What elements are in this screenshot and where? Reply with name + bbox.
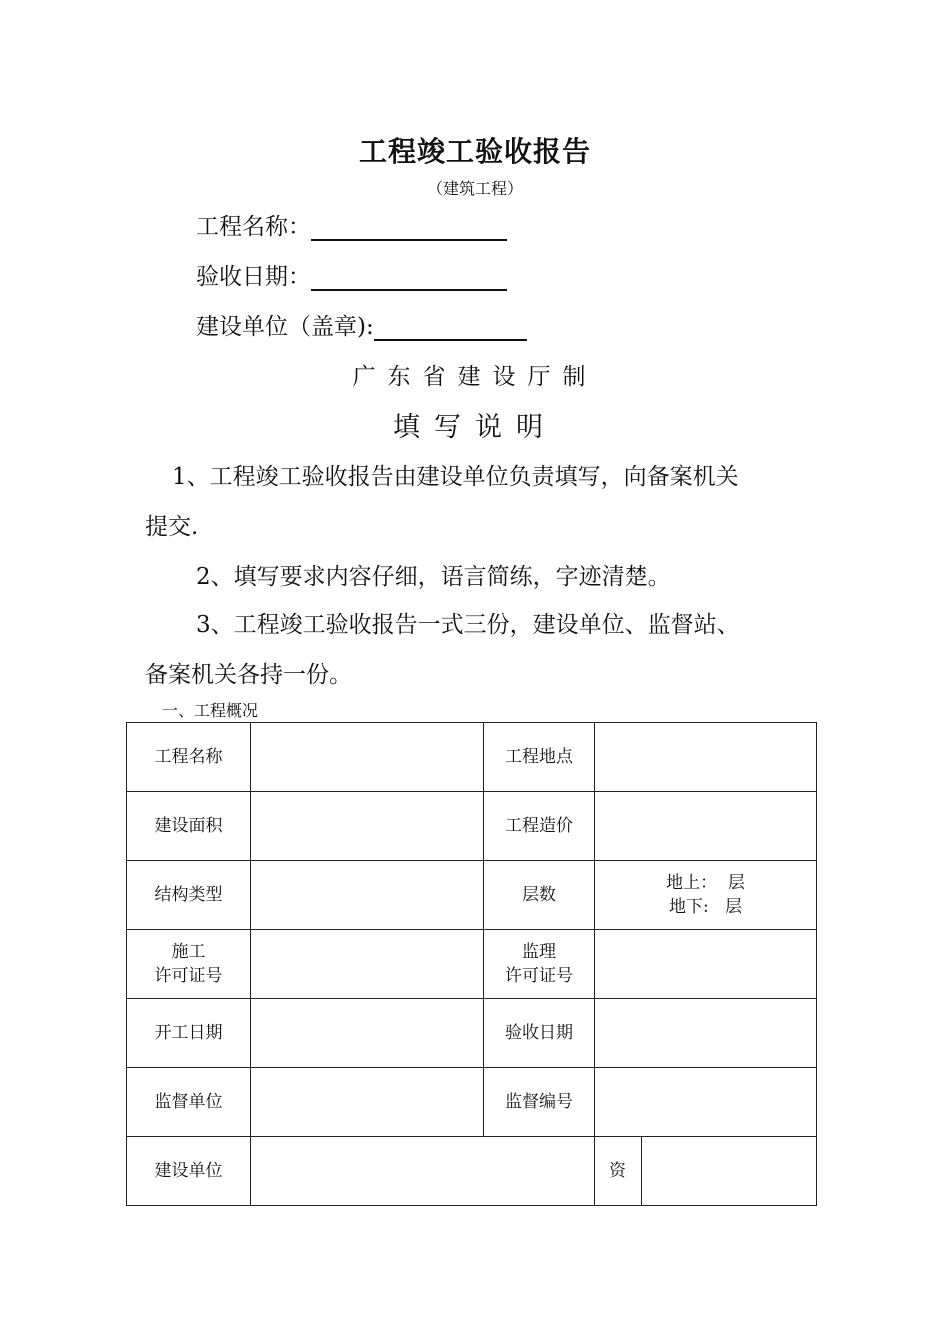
acceptance-date-field bbox=[196, 258, 507, 291]
note-item-3-line-2: 备案机关各持一份。 bbox=[145, 662, 352, 688]
floors-cell[interactable] bbox=[595, 861, 817, 930]
supervising-unit-cell[interactable] bbox=[251, 1068, 484, 1137]
qualification-cell[interactable] bbox=[642, 1137, 817, 1206]
notes-title: 填写说明 bbox=[393, 412, 557, 443]
supervising-unit-header: 监督单位 bbox=[127, 1068, 251, 1137]
supervision-permit-header bbox=[484, 930, 595, 999]
qualification-header: 资 bbox=[595, 1137, 642, 1206]
acceptance-date-label: 验收日期： bbox=[196, 264, 311, 290]
table-row bbox=[127, 792, 817, 861]
builder-label: 建设单位（盖章): bbox=[196, 314, 374, 340]
table-row bbox=[127, 1068, 817, 1137]
project-overview-table bbox=[126, 722, 817, 1206]
project-name-header: 工程名称 bbox=[127, 723, 251, 792]
building-area-header: 建设面积 bbox=[127, 792, 251, 861]
building-area-cell[interactable] bbox=[251, 792, 484, 861]
table-row bbox=[127, 999, 817, 1068]
floors-above: 地上： 层 bbox=[666, 873, 745, 893]
note-item-3-line-1: 3、工程竣工验收报告一式三份，建设单位、监督站、 bbox=[196, 612, 740, 638]
construction-permit-line-1: 施工 bbox=[171, 942, 206, 962]
table-row bbox=[127, 1137, 817, 1206]
table-row bbox=[127, 861, 817, 930]
structure-type-cell[interactable] bbox=[251, 861, 484, 930]
start-date-cell[interactable] bbox=[251, 999, 484, 1068]
construction-permit-cell[interactable] bbox=[251, 930, 484, 999]
section-title: 一、工程概况 bbox=[162, 701, 259, 720]
project-cost-header: 工程造价 bbox=[484, 792, 595, 861]
issuer: 广东省建设厅制 bbox=[352, 364, 598, 390]
acceptance-date-blank[interactable] bbox=[311, 263, 507, 291]
supervision-number-header: 监督编号 bbox=[484, 1068, 595, 1137]
construction-permit-line-2: 许可证号 bbox=[154, 966, 223, 986]
project-name-label: 工程名称： bbox=[196, 214, 311, 240]
project-cost-cell[interactable] bbox=[595, 792, 817, 861]
supervision-permit-line-1: 监理 bbox=[522, 942, 556, 962]
supervision-permit-cell[interactable] bbox=[595, 930, 817, 999]
builder-blank[interactable] bbox=[374, 313, 527, 341]
project-name-cell[interactable] bbox=[251, 723, 484, 792]
project-name-blank[interactable] bbox=[311, 213, 507, 241]
document-subtitle: （建筑工程） bbox=[426, 179, 523, 198]
note-item-2: 2、填写要求内容仔细，语言简练，字迹清楚。 bbox=[196, 564, 671, 590]
project-name-field bbox=[196, 208, 507, 241]
note-item-1-line-2: 提交. bbox=[145, 514, 199, 540]
construction-permit-header bbox=[127, 930, 251, 999]
builder-field bbox=[196, 308, 527, 341]
supervision-number-cell[interactable] bbox=[595, 1068, 817, 1137]
structure-type-header: 结构类型 bbox=[127, 861, 251, 930]
construction-unit-cell[interactable] bbox=[251, 1137, 595, 1206]
table-row bbox=[127, 930, 817, 999]
floors-header: 层数 bbox=[484, 861, 595, 930]
construction-unit-header: 建设单位 bbox=[127, 1137, 251, 1206]
acceptance-date-header: 验收日期 bbox=[484, 999, 595, 1068]
supervision-permit-line-2: 许可证号 bbox=[505, 966, 573, 986]
acceptance-date-cell[interactable] bbox=[595, 999, 817, 1068]
start-date-header: 开工日期 bbox=[127, 999, 251, 1068]
project-location-header: 工程地点 bbox=[484, 723, 595, 792]
project-location-cell[interactable] bbox=[595, 723, 817, 792]
floors-below: 地下: 层 bbox=[669, 897, 742, 917]
note-item-1-line-1: 1、工程竣工验收报告由建设单位负责填写，向备案机关 bbox=[172, 464, 739, 490]
document-title: 工程竣工验收报告 bbox=[358, 135, 591, 168]
table-row bbox=[127, 723, 817, 792]
